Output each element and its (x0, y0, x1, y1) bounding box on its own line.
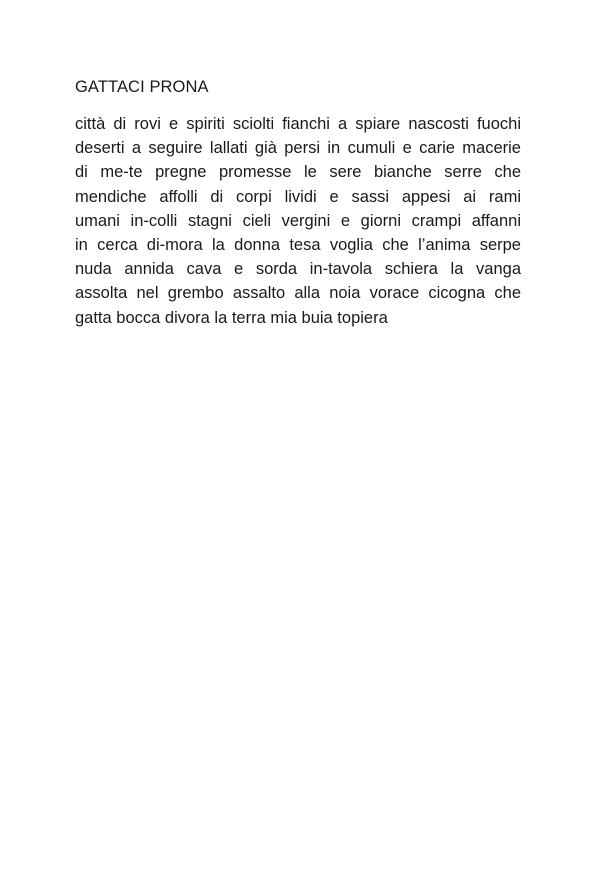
poem-line: in cerca di-mora la donna tesa voglia che l’anima serpe (75, 235, 521, 254)
poem-line: città di rovi e spiriti sciolti fianchi a spiare nascosti fuochi (75, 115, 521, 133)
poem-body (75, 112, 521, 330)
poem-title: GATTACI PRONA (75, 78, 209, 96)
poem-line: deserti a seguire lallati già persi in cumuli e carie macerie (75, 139, 521, 158)
poem-line: mendiche affolli di corpi lividi e sassi appesi ai rami (75, 187, 521, 206)
poem-line: assolta nel grembo assalto alla noia vorace cicogna che (75, 284, 521, 303)
poem-line: di me-te pregne promesse le sere bianche serre che (75, 163, 521, 182)
poem-line: gatta bocca divora la terra mia buia topiera (75, 308, 388, 327)
poem-line: nuda annida cava e sorda in-tavola schiera la vanga (75, 260, 521, 279)
poem-line: umani in-colli stagni cieli vergini e giorni crampi affanni (75, 211, 521, 230)
